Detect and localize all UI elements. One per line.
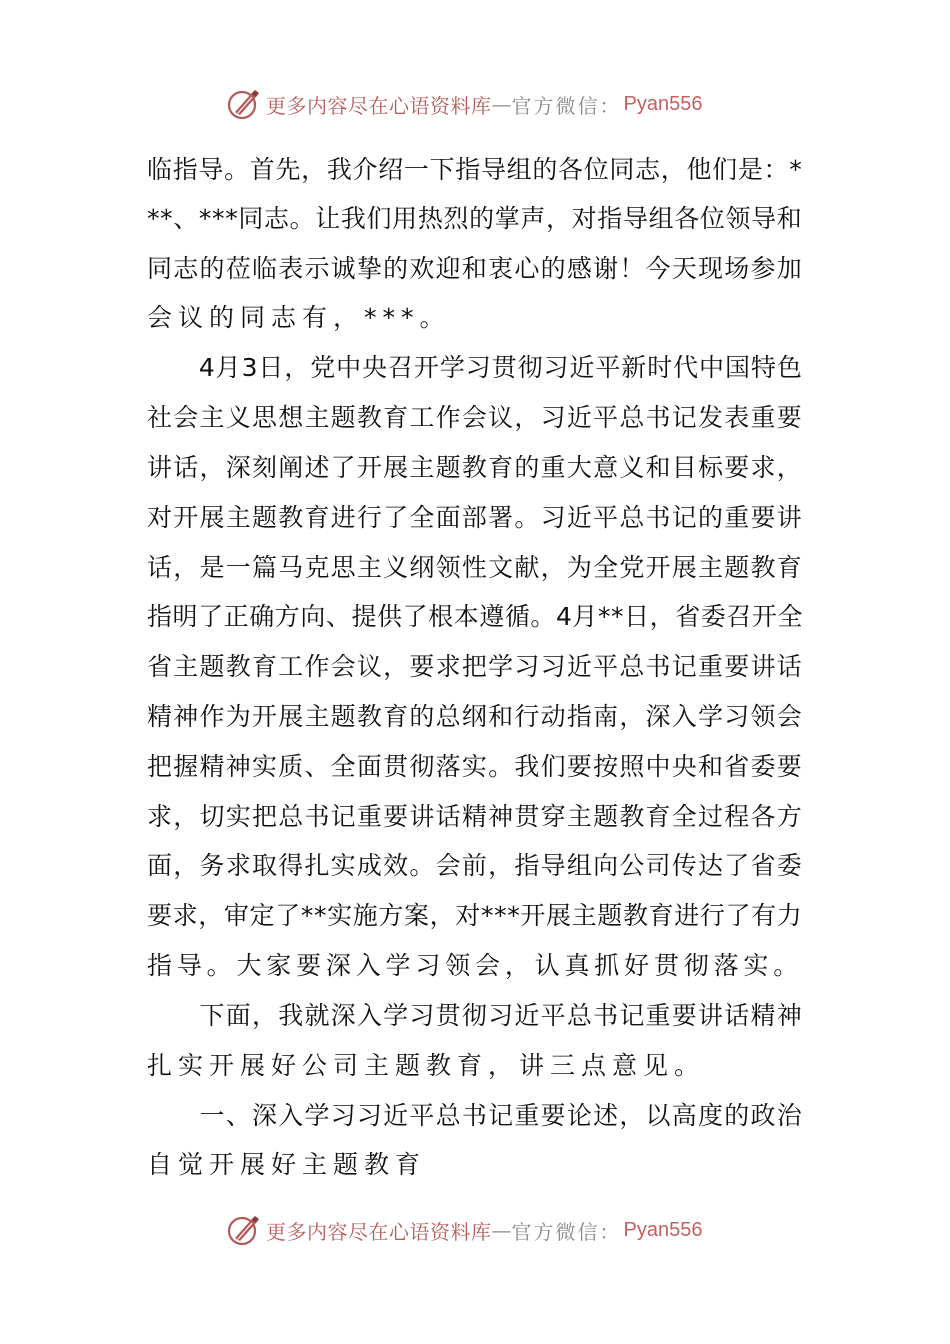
doc-line: 话，是一篇马克思主义纲领性文献，为全党开展主题教育 — [147, 553, 804, 582]
doc-line: 求，切实把总书记重要讲话精神贯穿主题教育全过程各方 — [147, 802, 804, 831]
doc-line: 下面，我就深入学习贯彻习近平总书记重要讲话精神 — [147, 1001, 804, 1030]
pen-nib-circle-icon — [226, 1212, 262, 1248]
doc-line: 4月3日，党中央召开学习贯彻习近平新时代中国特色 — [147, 353, 803, 382]
watermark-header — [226, 86, 702, 122]
watermark-wechat-label: 官方微信： — [511, 1219, 622, 1244]
doc-line: 临指导。首先，我介绍一下指导组的各位同志，他们是：* — [147, 155, 803, 184]
doc-line: 指导。大家要深入学习领会，认真抓好贯彻落实。 — [147, 951, 804, 980]
doc-line: 把握精神实质、全面贯彻落实。我们要按照中央和省委要 — [147, 752, 804, 781]
watermark-text: 更多内容尽在心语资料库 — [266, 93, 492, 118]
doc-line: 讲话，深刻阐述了开展主题教育的重大意义和目标要求， — [147, 453, 804, 482]
doc-line: 会议的同志有，***。 — [147, 303, 451, 332]
doc-line: 指明了正确方向、提供了根本遵循。4月**日，省委召开全 — [147, 602, 804, 631]
doc-line: 一、深入学习习近平总书记重要论述，以高度的政治 — [147, 1101, 804, 1130]
watermark-wechat-label: 官方微信： — [511, 93, 622, 118]
watermark-footer — [226, 1212, 702, 1248]
doc-line: 同志的莅临表示诚挚的欢迎和衷心的感谢！今天现场参加 — [147, 254, 804, 283]
watermark-separator: — — [491, 92, 512, 116]
watermark-separator: — — [491, 1218, 512, 1242]
doc-line: 对开展主题教育进行了全面部署。习近平总书记的重要讲 — [147, 503, 804, 532]
pen-nib-circle-icon — [226, 86, 262, 122]
doc-line: 面，务求取得扎实成效。会前，指导组向公司传达了省委 — [147, 851, 804, 880]
doc-line: 自觉开展好主题教育 — [147, 1150, 427, 1179]
watermark-wechat-id: Pyan556 — [623, 1218, 703, 1241]
doc-line: 扎实开展好公司主题教育，讲三点意见。 — [147, 1051, 706, 1080]
watermark-text: 更多内容尽在心语资料库 — [266, 1219, 492, 1244]
doc-line: 省主题教育工作会议，要求把学习习近平总书记重要讲话 — [147, 652, 804, 681]
doc-line: 要求，审定了**实施方案，对***开展主题教育进行了有力 — [147, 901, 803, 930]
doc-line: **、***同志。让我们用热烈的掌声，对指导组各位领导和 — [147, 204, 803, 233]
doc-line: 精神作为开展主题教育的总纲和行动指南，深入学习领会 — [147, 702, 804, 731]
watermark-wechat-id: Pyan556 — [623, 92, 703, 115]
doc-line: 社会主义思想主题教育工作会议，习近平总书记发表重要 — [147, 403, 804, 432]
